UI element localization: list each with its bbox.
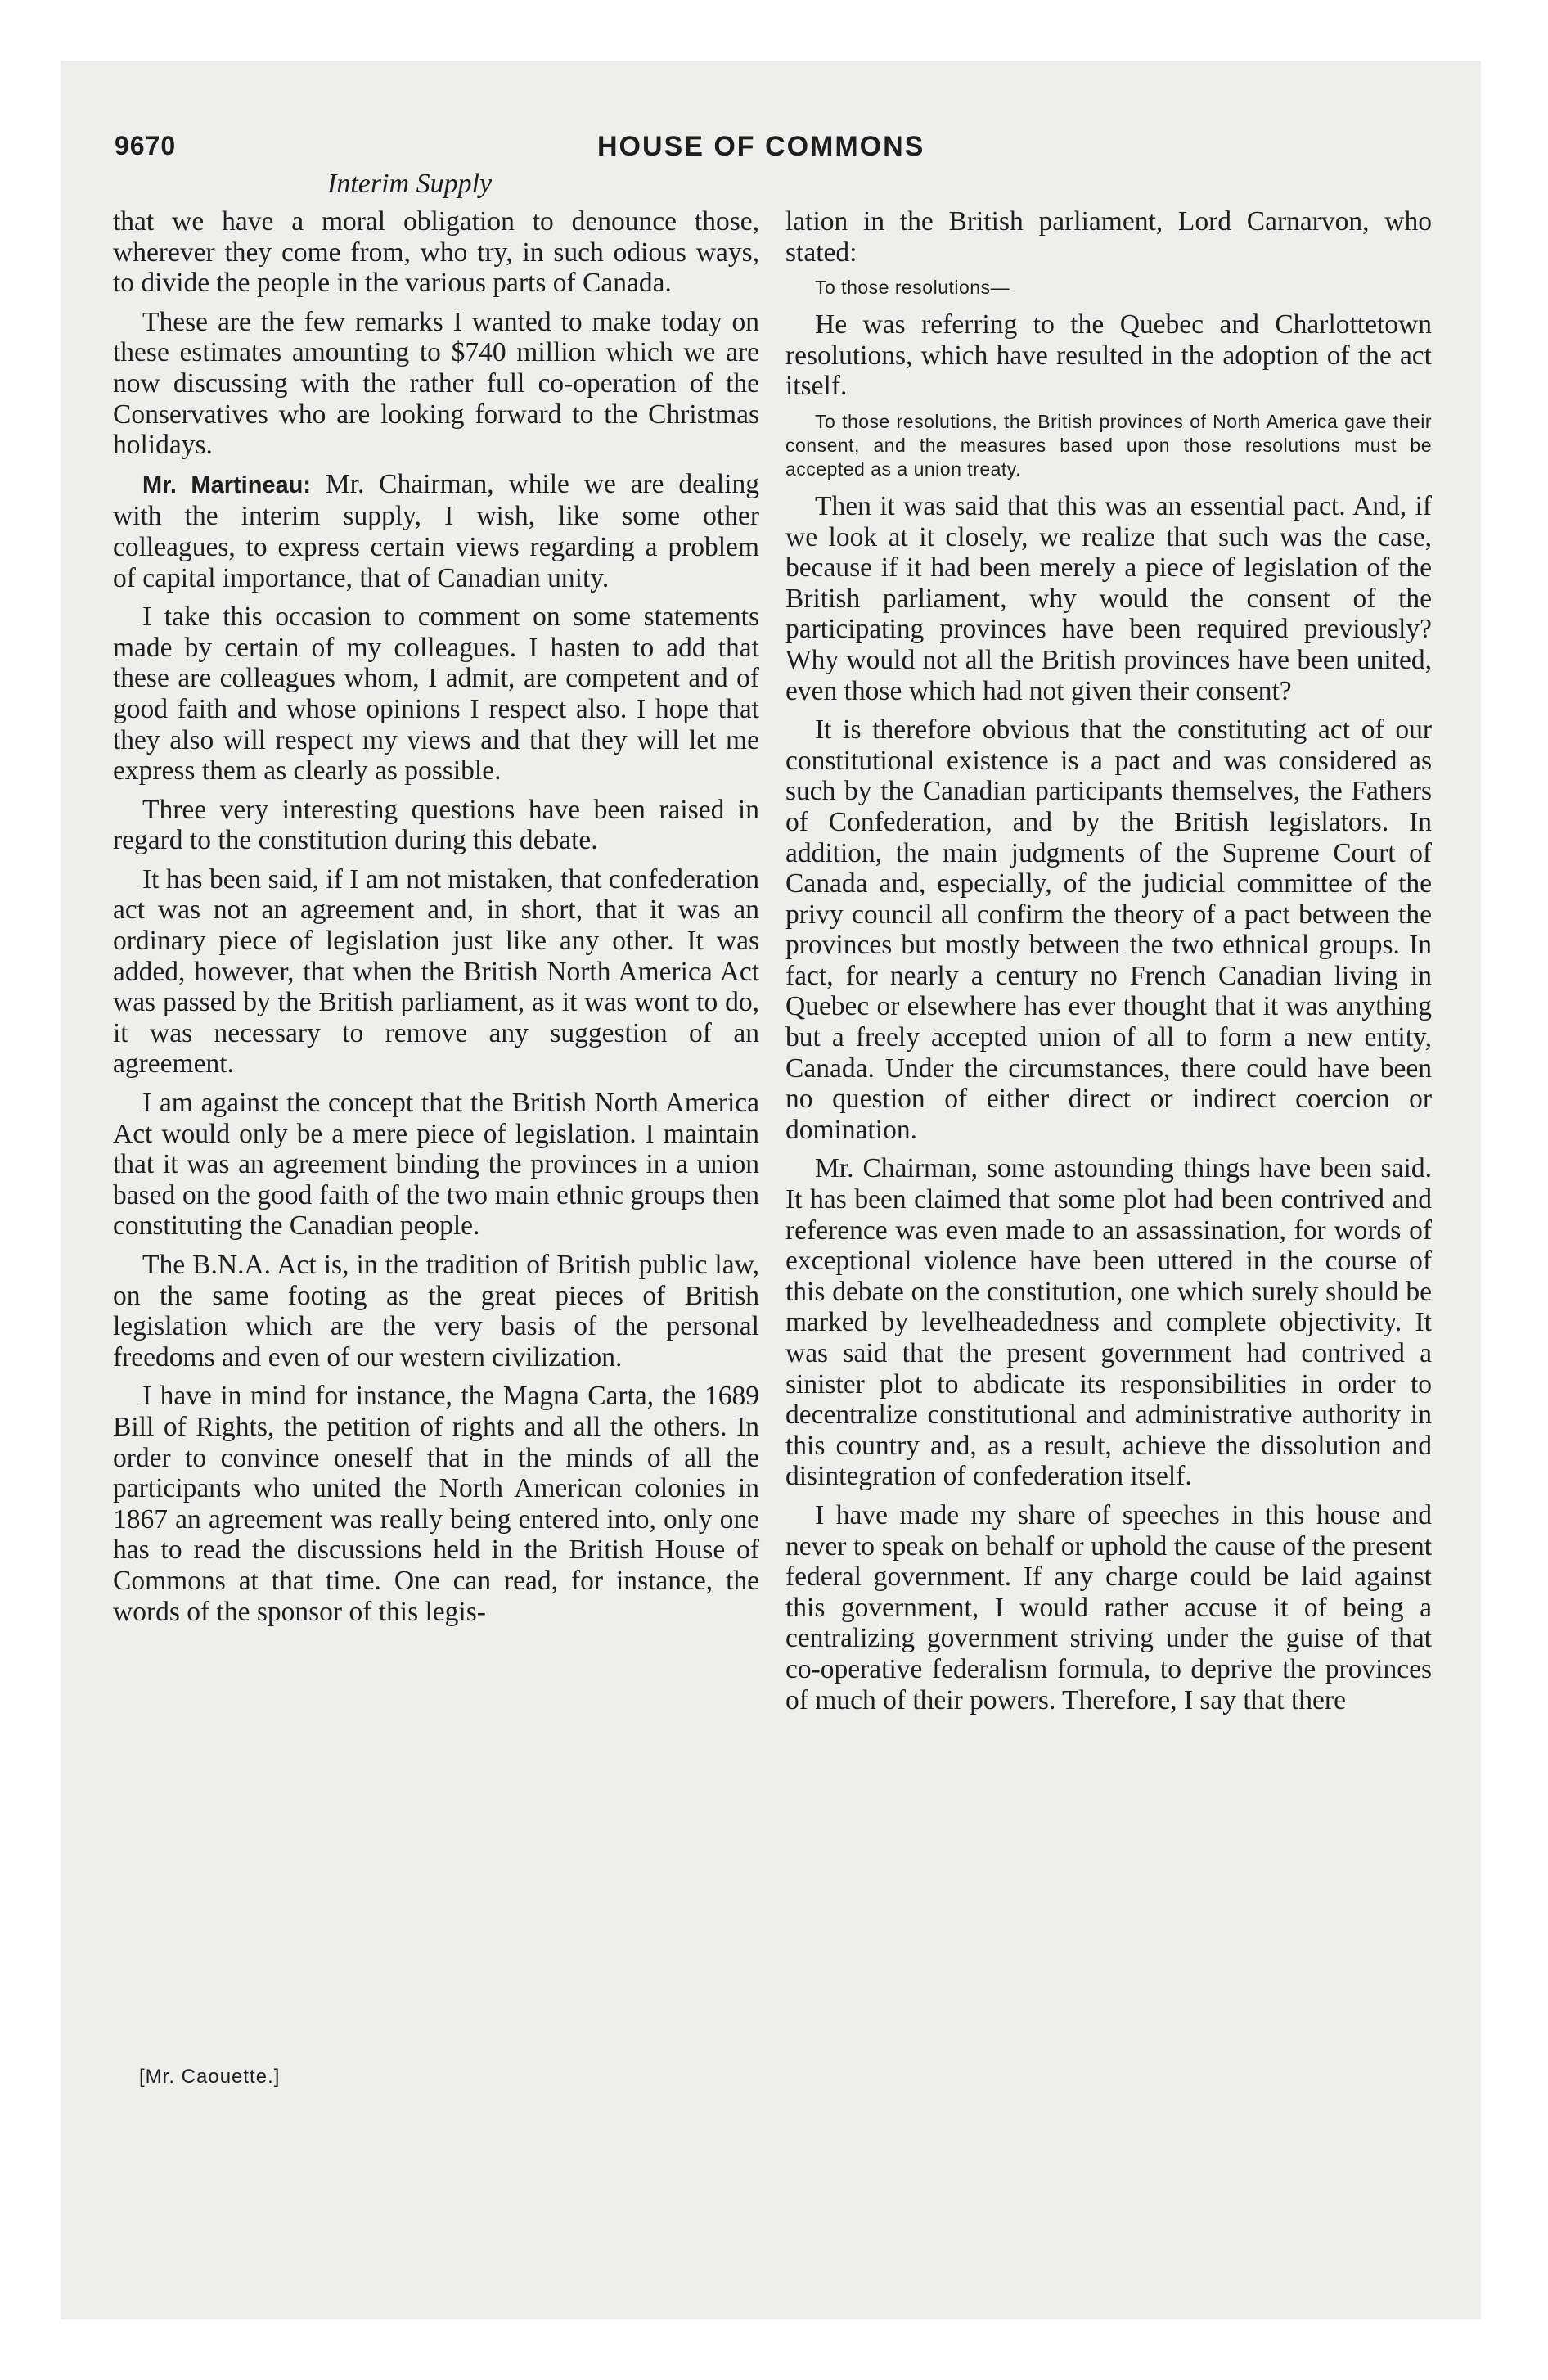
paragraph: It is therefore obvious that the constituting act of our constitutional existence is a pact and was considered as such by the Canadian participants themselves, the Fathers of Confederation, and by the British legislators. In addition, the main judgments of the Supreme Court of Canada and, especially, of the judicial committee of the privy council all confirm the theory of a pact between the provinces but mostly between the two ethnical groups. In fact, for nearly a century no French Canadian living in Quebec or elsewhere has ever thought that it was anything but a freely accepted union of all to form a new entity, Canada. Under the circumstances, there could have been no question of either direct or indirect coercion or domination. (785, 714, 1432, 1145)
paragraph: I am against the concept that the British North America Act would only be a mere piece of legislation. I maintain that it was an agreement binding the provinces in a union based on the good faith of the two main ethnic groups then constituting the Canadian people. (113, 1088, 759, 1242)
speaker-name: Mr. Martineau: (142, 471, 312, 498)
paragraph (113, 469, 759, 593)
paragraph: He was referring to the Quebec and Charlottetown resolutions, which have resulted in the adoption of the act itself. (785, 309, 1432, 402)
section-heading: Interim Supply (327, 169, 493, 199)
paragraph: I take this occasion to comment on some statements made by certain of my colleagues. I hasten to add that these are colleagues whom, I admit, are competent and of good faith and whose opinions I respect also. I hope that they also will respect my views and that they will let me express them as clearly as possible. (113, 602, 759, 787)
paragraph: I have in mind for instance, the Magna Carta, the 1689 Bill of Rights, the petition of rights and all the others. In order to convince oneself that in the minds of all the participants who united the North American colonies in 1867 an agreement was really being entered into, only one has to read the discussions held in the British House of Commons at that time. One can read, for instance, the words of the sponsor of this legis- (113, 1381, 759, 1627)
paragraph: Mr. Chairman, some astounding things have been said. It has been claimed that some plot had been contrived and reference was even made to an assassination, for words of exceptional violence have been uttered in the course of this debate on the constitution, one which surely should be marked by levelheadedness and complete objectivity. It was said that the present government had contrived a sinister plot to abdicate its responsibilities in order to decentralize constitutional and administrative authority in this country and, as a result, achieve the dissolution and disintegration of confederation itself. (785, 1153, 1432, 1492)
right-column (785, 206, 1432, 1724)
paragraph: that we have a moral obligation to denounce those, wherever they come from, who try, in such odious ways, to divide the people in the various parts of Canada. (113, 206, 759, 299)
paragraph: lation in the British parliament, Lord Carnarvon, who stated: (785, 206, 1432, 268)
paragraph: Three very interesting questions have been raised in regard to the constitution during this debate. (113, 794, 759, 856)
block-quote: To those resolutions, the British provinces of North America gave their consent, and the measures based upon those resolutions must be accepted as a union treaty. (785, 410, 1432, 480)
paragraph: The B.N.A. Act is, in the tradition of British public law, on the same footing as the great pieces of British legislation which are the very basis of the personal freedoms and even of our western civilization. (113, 1250, 759, 1373)
page-number: 9670 (115, 131, 177, 160)
footer-speaker-note: [Mr. Caouette.] (139, 2066, 281, 2088)
paragraph: It has been said, if I am not mistaken, that confederation act was not an agreement and, in short, that it was an ordinary piece of legislation just like any other. It was added, however, that when the British North America Act was passed by the British parliament, as it was wont to do, it was necessary to remove any suggestion of an agreement. (113, 863, 759, 1080)
paragraph: These are the few remarks I wanted to make today on these estimates amounting to $740 million which we are now discussing with the rather full co-operation of the Conservatives who are looking forward to the Christmas holidays. (113, 306, 759, 461)
page-header (115, 131, 1433, 172)
page-title: HOUSE OF COMMONS (597, 131, 925, 162)
paragraph: I have made my share of speeches in this house and never to speak on behalf or uphold the cause of the present federal government. If any charge could be laid against this government, I would rather accuse it of being a centralizing government striving under the guise of that co-operative federalism formula, to deprive the provinces of much of their powers. Therefore, I say that there (785, 1499, 1432, 1715)
paragraph: Then it was said that this was an essential pact. And, if we look at it closely, we realize that such was the case, because if it had been merely a piece of legislation of the British parliament, why would the consent of the participating provinces have been required previously? Why would not all the British provinces have been united, even those which had not given their consent? (785, 490, 1432, 706)
left-column (113, 206, 759, 1635)
block-quote: To those resolutions— (815, 277, 1010, 299)
speech-text: Mr. Chairman, while we are dealing with the interim supply, I wish, like some other colleagues, to express certain views regarding a problem of capital importance, that of Canadian unity. (113, 468, 759, 593)
